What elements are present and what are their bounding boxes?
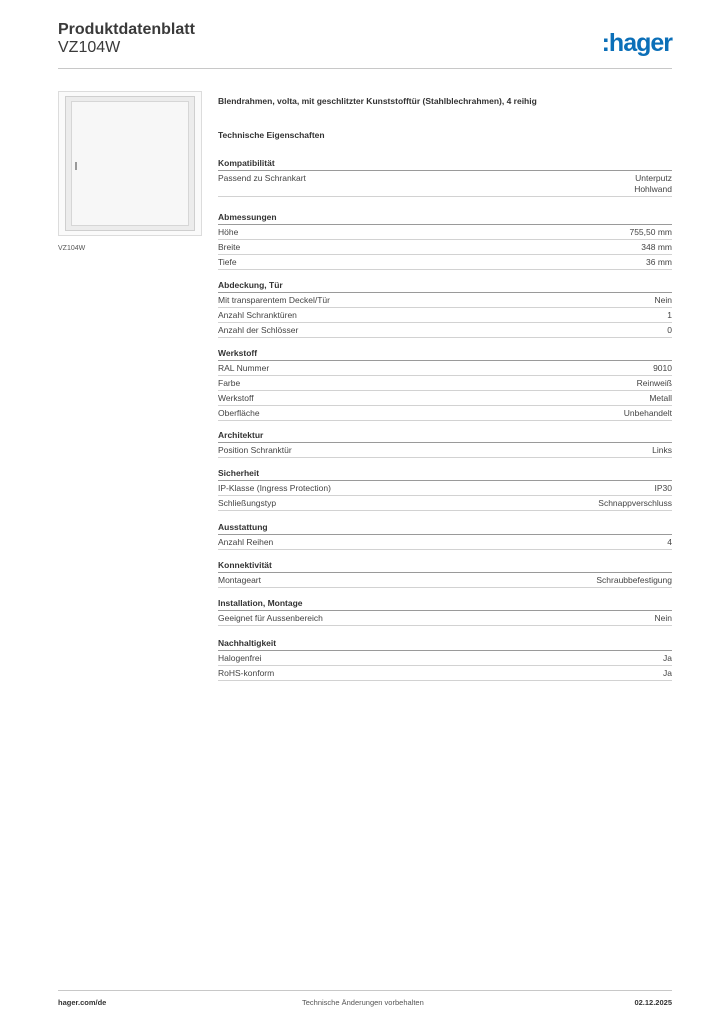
spec-value	[655, 613, 672, 624]
spec-section	[218, 636, 672, 681]
footer-note: Technische Änderungen vorbehalten	[302, 998, 424, 1007]
footer-date: 02.12.2025	[634, 998, 672, 1007]
spec-section	[218, 156, 672, 197]
spec-value-line: Nein	[654, 295, 672, 305]
product-image	[58, 91, 202, 236]
spec-value-line: Hohlwand	[634, 184, 672, 194]
document-title: Produktdatenblatt	[58, 21, 195, 38]
spec-value-line: Ja	[663, 668, 672, 678]
product-description: Blendrahmen, volta, mit geschlitzter Kunststofftür (Stahlblechrahmen), 4 reihig	[218, 96, 537, 106]
spec-value	[629, 227, 672, 238]
spec-value-line: Nein	[654, 613, 672, 623]
spec-value	[646, 257, 672, 268]
spec-value	[598, 498, 672, 509]
spec-value	[663, 653, 672, 664]
spec-label: Farbe	[218, 378, 241, 388]
spec-row	[218, 611, 672, 626]
spec-value-line: Links	[652, 445, 672, 455]
spec-label: Oberfläche	[218, 408, 260, 418]
spec-row	[218, 293, 672, 308]
spec-label: Schließungstyp	[218, 498, 277, 508]
spec-row	[218, 323, 672, 338]
spec-value-line: Unterputz	[635, 173, 672, 183]
spec-value	[667, 537, 672, 548]
spec-value-line: Ja	[663, 653, 672, 663]
spec-value	[655, 483, 673, 494]
page-header	[58, 21, 674, 69]
spec-section	[218, 558, 672, 588]
spec-value	[653, 363, 672, 374]
spec-value	[641, 242, 672, 253]
spec-value-line: Reinweiß	[636, 378, 672, 388]
spec-value	[596, 575, 672, 586]
spec-label: Breite	[218, 242, 241, 252]
spec-row	[218, 651, 672, 666]
spec-row	[218, 535, 672, 550]
spec-label: RoHS-konform	[218, 668, 275, 678]
spec-row	[218, 308, 672, 323]
section-title: Kompatibilität	[218, 156, 672, 171]
spec-row	[218, 666, 672, 681]
spec-row	[218, 481, 672, 496]
spec-row	[218, 573, 672, 588]
spec-row	[218, 171, 672, 197]
cabinet-door	[71, 101, 189, 226]
spec-section	[218, 346, 672, 421]
spec-row	[218, 361, 672, 376]
footer-website: hager.com/de	[58, 998, 107, 1007]
spec-value	[663, 668, 672, 679]
spec-row	[218, 240, 672, 255]
spec-label: Anzahl Reihen	[218, 537, 274, 547]
spec-label: IP-Klasse (Ingress Protection)	[218, 483, 331, 493]
spec-row	[218, 391, 672, 406]
hager-logo: :hager	[601, 29, 672, 57]
spec-value-line: 1	[667, 310, 672, 320]
image-caption: VZ104W	[58, 245, 86, 252]
spec-row	[218, 406, 672, 421]
door-latch-icon	[75, 162, 77, 170]
spec-value-line: 0	[667, 325, 672, 335]
spec-label: Halogenfrei	[218, 653, 262, 663]
section-title: Installation, Montage	[218, 596, 672, 611]
section-title: Abmessungen	[218, 210, 672, 225]
spec-value-line: Schnappverschluss	[598, 498, 672, 508]
spec-value	[649, 393, 672, 404]
product-number: VZ104W	[58, 39, 121, 56]
section-title: Nachhaltigkeit	[218, 636, 672, 651]
spec-value	[634, 173, 672, 195]
section-title: Abdeckung, Tür	[218, 278, 672, 293]
spec-row	[218, 443, 672, 458]
spec-label: Geeignet für Aussenbereich	[218, 613, 323, 623]
spec-section	[218, 466, 672, 511]
section-title: Konnektivität	[218, 558, 672, 573]
spec-section	[218, 278, 672, 338]
spec-row	[218, 496, 672, 511]
spec-label: Werkstoff	[218, 393, 254, 403]
spec-value-line: IP30	[654, 483, 672, 493]
cabinet-frame	[65, 96, 195, 231]
spec-section	[218, 596, 672, 626]
spec-value-line: Schraubbefestigung	[596, 575, 672, 585]
spec-value-line: 4	[667, 537, 672, 547]
section-title: Werkstoff	[218, 346, 672, 361]
spec-label: Tiefe	[218, 257, 237, 267]
spec-value-line: Metall	[649, 393, 672, 403]
spec-value-line: 9010	[653, 363, 672, 373]
spec-label: Höhe	[218, 227, 239, 237]
spec-value-line: 755,50 mm	[629, 227, 672, 237]
technical-properties-heading: Technische Eigenschaften	[218, 130, 325, 140]
spec-value-line: 36 mm	[646, 257, 672, 267]
spec-row	[218, 225, 672, 240]
section-title: Sicherheit	[218, 466, 672, 481]
header-divider	[58, 68, 672, 69]
spec-value	[652, 445, 672, 456]
footer-divider	[58, 990, 672, 991]
spec-label: Montageart	[218, 575, 261, 585]
spec-label: Anzahl der Schlösser	[218, 325, 299, 335]
spec-label: Anzahl Schranktüren	[218, 310, 297, 320]
section-title: Ausstattung	[218, 520, 672, 535]
spec-value-line: Unbehandelt	[623, 408, 672, 418]
spec-value-line: 348 mm	[641, 242, 672, 252]
spec-label: Passend zu Schrankart	[218, 173, 306, 183]
spec-row	[218, 255, 672, 270]
spec-section	[218, 520, 672, 550]
spec-value	[637, 378, 672, 389]
spec-row	[218, 376, 672, 391]
spec-value	[655, 295, 672, 306]
spec-label: Mit transparentem Deckel/Tür	[218, 295, 330, 305]
section-title: Architektur	[218, 428, 672, 443]
spec-value	[667, 310, 672, 321]
spec-value	[624, 408, 672, 419]
spec-section	[218, 210, 672, 270]
spec-value	[667, 325, 672, 336]
spec-label: Position Schranktür	[218, 445, 292, 455]
spec-section	[218, 428, 672, 458]
spec-label: RAL Nummer	[218, 363, 270, 373]
